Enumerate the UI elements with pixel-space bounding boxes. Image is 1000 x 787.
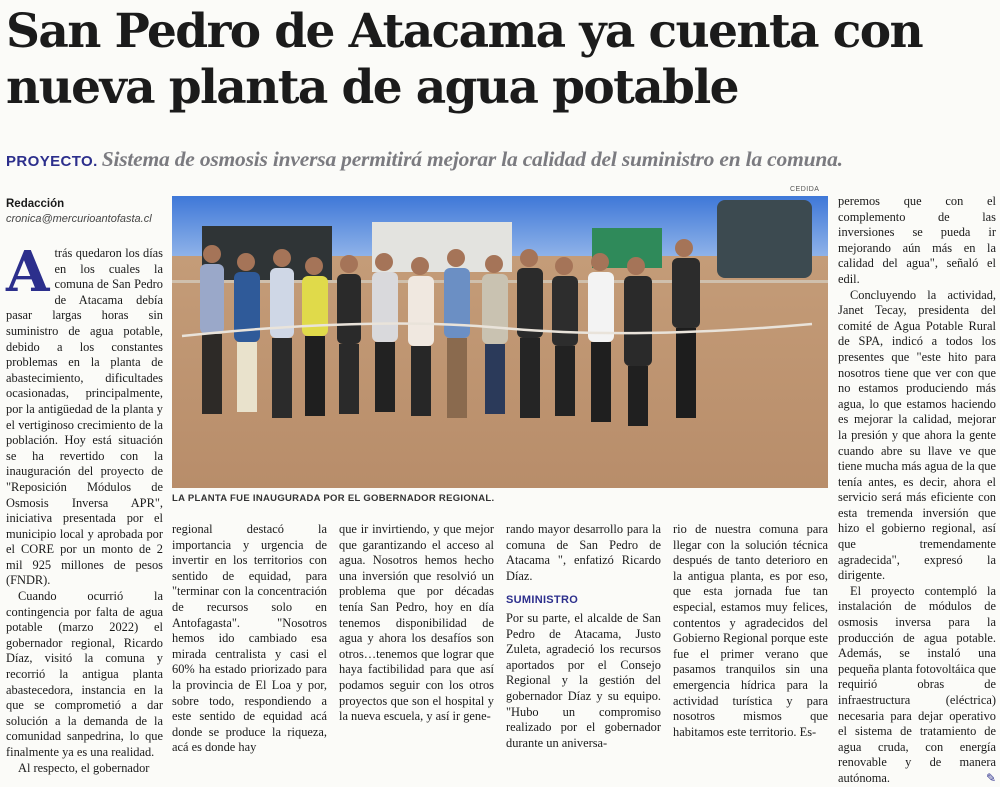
water-tank	[717, 200, 812, 278]
deck	[6, 147, 996, 172]
headline: San Pedro de Atacama ya cuenta con nueva planta de agua potable	[6, 4, 923, 115]
paragraph	[838, 584, 996, 787]
paragraph: que ir invirtiendo, y que mejor que garantizando el acceso al agua. Nosotros hemos hecho una inversión que resolvió un problema que por décadas tenía San Pedro, hoy en día tenemos disponibilidad de agua y ahora los desafíos son otros…tenemos que lograr que haya factibilidad para que así podamos seguir con los otros proyectos que son el hospital y la nueva escuela, y así ir gene-	[339, 522, 494, 724]
photo-credit: CEDIDA	[790, 186, 820, 193]
deck-text: Sistema de osmosis inversa permitirá mejorar la calidad del suministro en la comuna.	[101, 147, 843, 171]
column-2	[172, 522, 327, 755]
column-3	[339, 522, 494, 730]
byline	[6, 198, 166, 225]
column-6	[838, 194, 996, 785]
column-1	[6, 239, 163, 775]
column-5	[673, 522, 828, 739]
paragraph: peremos que con el complemento de las inversiones se pueda ir mejorando aún más en la calidad del agua", señaló el edil.	[838, 194, 996, 286]
photo-illustration	[172, 196, 828, 488]
end-mark-icon: ✎	[985, 770, 996, 785]
paragraph-text: El proyecto contempló la instalación de módulos de osmosis inversa para la producción de agua potable. Además, se instaló una pequeña planta fotovoltáica que requirió obras de infraestructura (eléctrica) necesaria para dejar operativo el sistema de tratamiento de agua cruda, con energía renovable y de manera autónoma.	[838, 583, 996, 785]
byline-author: Redacción	[6, 198, 65, 210]
dropcap: A	[6, 239, 50, 305]
paragraph: Por su parte, el alcalde de San Pedro de Atacama, Justo Zuleta, agradeció los recursos aportados por el Consejo Regional y la gestión del gobernador Díaz y su equipo. "Hubo un compromiso realizado por el gobernador durante un aniversa-	[506, 610, 661, 750]
photo-caption: LA PLANTA FUE INAUGURADA POR EL GOBERNADOR REGIONAL.	[172, 493, 495, 504]
paragraph: rando mayor desarrollo para la comuna de San Pedro de Atacama ", enfatizó Ricardo Díaz.	[506, 522, 661, 583]
byline-email: cronica@mercurioantofasta.cl	[6, 213, 152, 225]
section-subhead: SUMINISTRO	[506, 594, 579, 607]
paragraph: regional destacó la importancia y urgencia de invertir en los territorios con sentido de equidad, para "terminar con la concentración de recursos solo en Antofagasta". "Nosotros hemos ido cambiado esa mirada centralista y casi el 60% ha estado priorizado para la provincia de El Loa y por, sobre todo, respondiendo a este sentido de equidad acá donde se produce la riqueza, acá es donde hay	[172, 522, 327, 755]
paragraph-text: trás quedaron los días en los cuales la comuna de San Pedro de Atacama debía pasar largas horas sin suministro de agua potable, debido a los constantes problemas en la planta de abastecimiento, dificultades ocasionadas, principalmente, por la antigüedad de la planta y el vertiginoso crecimiento de la población. Hoy está situación se ha revertido con la inauguración del proyecto de "Reposición Módulos de Osmosis Inversa APR", iniciativa presentada por el municipio local y aprobada por el CORE por un monto de 2 mil 925 millones de pesos (FNDR).	[6, 246, 163, 588]
paragraph	[6, 239, 163, 589]
paragraph: Al respecto, el gobernador	[18, 760, 150, 775]
paragraph: Concluyendo la actividad, Janet Tecay, presidenta del comité de Agua Potable Rural de SPA, indicó a todos los presentes que "este hito para nosotros tiene que ver con que no estamos produciendo más agua, lo que estamos haciendo es mejorar la calidad, mejorar la presión y que ahora la gente cuando abre su llave ve que tiene mucha más agua de la que tenía antes, es decir, ahora el servicio será más eficiente con esta tremenda inversión que hizo el gobierno regional, así que tremendamente agradecida", expresó la dirigente.	[838, 287, 996, 583]
deck-kicker: PROYECTO.	[6, 153, 98, 170]
ribbon-cutting-photo	[172, 196, 828, 488]
paragraph: rio de nuestra comuna para llegar con la solución técnica después de tanto deterioro en la antigua planta, es por eso, que esta jornada fue tan especial, estamos muy felices, contentos y agradecidos del Gobierno Regional porque este fue el primer verano que pasamos tranquilos sin una emergencia hídrica para la actividad turística y para nosotros mismos que habitamos este territorio. Es-	[673, 522, 828, 739]
paragraph: Cuando ocurrió la contingencia por falta de agua potable (marzo 2022) el gobernador regional, Ricardo Díaz, visitó la comuna y recorrió la antigua planta abastecedora, instancia en la que se comprometió a dar solución a la demanda de la comunidad sanpedrina, lo que finalmente ya es una realidad.	[6, 589, 163, 759]
column-4	[506, 522, 661, 750]
